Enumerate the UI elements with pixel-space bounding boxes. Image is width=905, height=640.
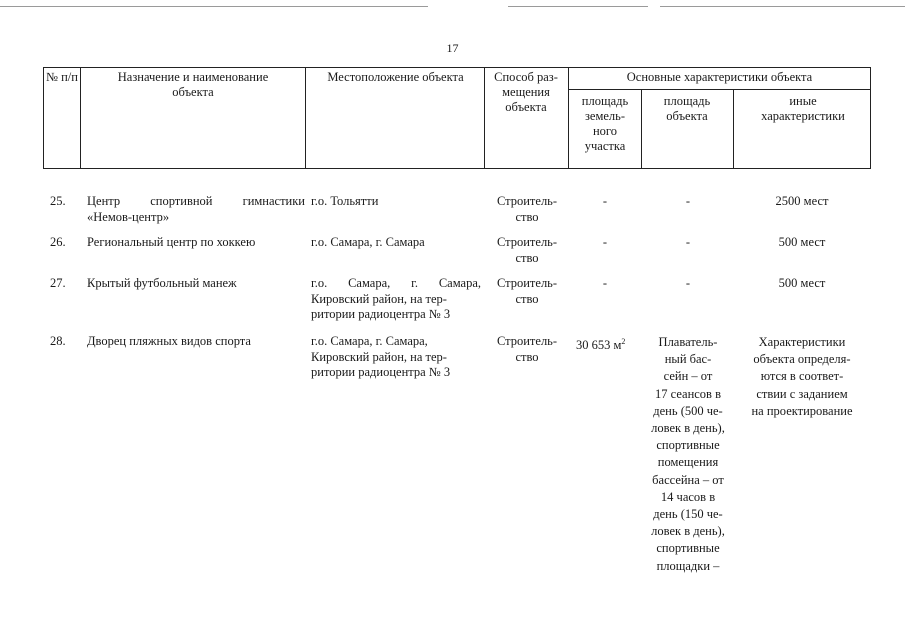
header-other: иные характеристики: [761, 94, 845, 123]
object-name: Крытый футбольный манеж: [87, 276, 237, 290]
header-num: № п/п: [46, 70, 78, 84]
header-main-characteristics: Основные характеристики объекта: [626, 70, 813, 84]
header-object-area: площадь объекта: [663, 94, 711, 123]
header-land-area: площадь земель-ного участка: [581, 94, 629, 153]
object-name: Дворец пляжных видов спорта: [87, 334, 251, 348]
placement-method: Строитель- ство: [496, 235, 558, 265]
land-area: -: [602, 235, 608, 249]
land-area: 30 653 $м^2$: [576, 337, 626, 353]
other-characteristics: 500 мест: [778, 276, 826, 290]
header-method: Способ раз-мещения объекта: [494, 70, 558, 114]
row-number: 25.: [50, 194, 66, 208]
land-area: -: [602, 276, 608, 290]
object-area: Плаватель- ный бас- сейн – от 17 сеансов в день (500 че- ловек в день), спортивные помещения бассейна – от 14 часов в день (150 че- ловек в день), спортивные площадки –: [651, 335, 725, 573]
row-number: 27.: [50, 276, 66, 290]
object-area: -: [685, 194, 691, 208]
row-number: 26.: [50, 235, 66, 249]
other-characteristics: 500 мест: [778, 235, 826, 249]
header-location: Местоположение объекта: [327, 70, 464, 84]
scan-rule-right: [660, 6, 905, 7]
object-location: г.о. Самара, г. Самара, Кировский район, на тер- ритории радиоцентра № 3: [311, 334, 451, 379]
object-location: г.о. Тольятти: [311, 194, 379, 208]
page-number: 17: [446, 41, 459, 55]
object-location: г.о. Самара, г. Самара: [311, 235, 425, 249]
row-number: 28.: [50, 334, 66, 348]
placement-method: Строитель- ство: [496, 194, 558, 224]
object-name: Региональный центр по хоккею: [87, 235, 256, 249]
placement-method: Строитель- ство: [496, 276, 558, 306]
other-characteristics: 2500 мест: [775, 194, 829, 208]
table-header: [43, 67, 871, 169]
object-name: Центр спортивной гимнастики «Немов-центр»: [87, 194, 305, 224]
scan-rule-mid: [508, 6, 648, 7]
placement-method: Строитель- ство: [496, 334, 558, 364]
scan-rule-left: [0, 6, 428, 7]
object-area: -: [685, 235, 691, 249]
object-location: г.о. Самара, г. Самара, Кировский район, на тер- ритории радиоцентра № 3: [311, 276, 481, 321]
header-name: Назначение и наименование объекта: [117, 70, 269, 99]
other-characteristics: Характеристики объекта определя- ются в соответ- ствии с заданием на проектирование: [751, 335, 853, 418]
object-area: -: [685, 276, 691, 290]
land-area: -: [602, 194, 608, 208]
